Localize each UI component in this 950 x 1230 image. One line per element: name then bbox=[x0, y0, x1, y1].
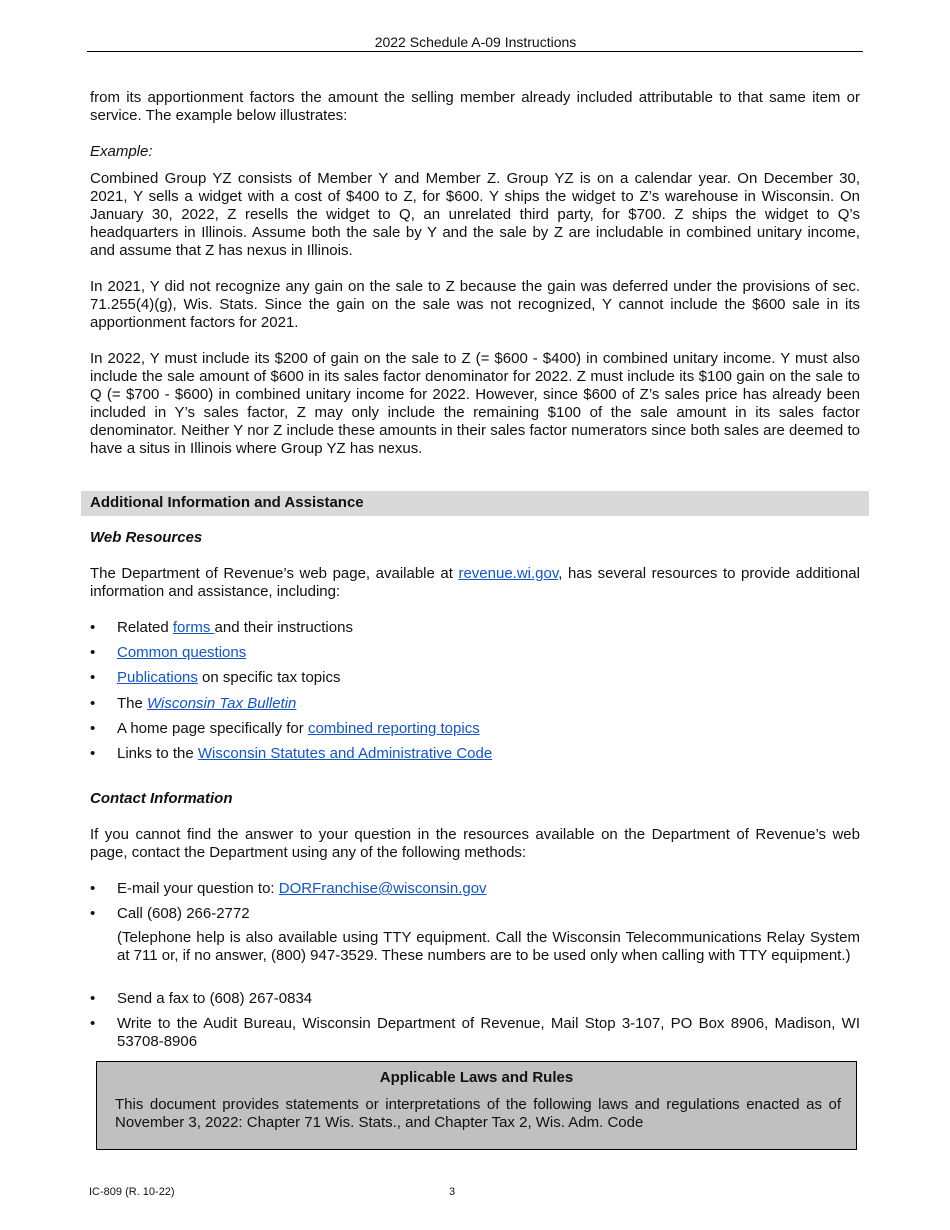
fax-number: Send a fax to (608) 267-0834 bbox=[117, 990, 313, 1007]
publications-link[interactable]: Publications bbox=[117, 669, 198, 686]
contact-intro: If you cannot find the answer to your question in the resources available on the Department of Revenue’s web page, contact the Department using any of the following methods: bbox=[90, 826, 860, 861]
combined-reporting-link[interactable]: combined reporting topics bbox=[307, 720, 480, 737]
applicable-laws-body: This document provides statements or interpretations of the following laws and regulations enacted as of November 3, 2022: Chapter 71 Wis. Stats., and Chapter Tax 2, Wis. Adm. Code bbox=[115, 1096, 841, 1131]
page-header-title: 2022 Schedule A-09 Instructions bbox=[374, 34, 577, 50]
web-resources-heading: Web Resources bbox=[90, 529, 203, 546]
bullet-icon: • bbox=[90, 905, 96, 922]
bullet-icon: • bbox=[90, 745, 96, 762]
applicable-laws-box bbox=[96, 1061, 857, 1150]
mailing-address: Write to the Audit Bureau, Wisconsin Department of Revenue, Mail Stop 3-107, PO Box 8906, Madison, WI 53708-8906 bbox=[117, 1015, 860, 1050]
forms-link[interactable]: forms bbox=[172, 619, 215, 636]
applicable-laws-title: Applicable Laws and Rules bbox=[379, 1069, 574, 1086]
tax-bulletin-link[interactable]: Wisconsin Tax Bulletin bbox=[147, 695, 297, 712]
header-divider bbox=[87, 51, 863, 52]
revenue-website-link[interactable]: revenue.wi.gov bbox=[458, 565, 559, 582]
form-id: IC-809 (R. 10-22) bbox=[89, 1186, 175, 1198]
statutes-link[interactable]: Wisconsin Statutes and Administrative Code bbox=[197, 745, 493, 762]
bullet-icon: • bbox=[90, 720, 96, 737]
deferral-paragraph: In 2021, Y did not recognize any gain on the sale to Z because the gain was deferred under the provisions of sec. 71.255(4)(g), Wis. Stats. Since the gain on the sale was not recognized, Y cannot include the $600 sale in its apportionment factors for 2021. bbox=[90, 278, 860, 331]
page-number: 3 bbox=[449, 1186, 456, 1198]
example-label: Example: bbox=[90, 143, 153, 160]
section-band bbox=[81, 491, 869, 516]
web-resources-intro: The Department of Revenue’s web page, available at revenue.wi.gov, has several resources to provide additional information and assistance, including: bbox=[90, 565, 860, 600]
email-link[interactable]: DORFranchise@wisconsin.gov bbox=[278, 880, 487, 897]
bullet-icon: • bbox=[90, 619, 96, 636]
example-paragraph: Combined Group YZ consists of Member Y and Member Z. Group YZ is on a calendar year. On December 30, 2021, Y sells a widget with a cost of $400 to Z, for $600. Y ships the widget to Z’s warehouse in Wisconsin. On January 30, 2022, Z resells the widget to Q, an unrelated third party, for $700. Z ships the widget to Q’s headquarters in Illinois. Assume both the sale by Y and the sale by Z are includable in combined unitary income, and assume that Z has nexus in Illinois. bbox=[90, 170, 860, 259]
common-questions-link[interactable]: Common questions bbox=[117, 644, 247, 661]
contact-heading: Contact Information bbox=[90, 790, 233, 807]
bullet-icon: • bbox=[90, 644, 96, 661]
inclusion-paragraph: In 2022, Y must include its $200 of gain on the sale to Z (= $600 - $400) in combined unitary income. Y must also include the sale amount of $600 in its sales factor denominator for 2022. Z must include its $100 gain on the sale to Q (= $700 - $600) in combined unitary income for 2022. However, since $600 of Z’s sales price has already been included in Y’s sales factor, Z may only include the remaining $100 of the sale amount in its sales factor denominator. Neither Y nor Z include these amounts in their sales factor numerators since both sales are deemed to have a situs in Illinois where Group YZ has nexus. bbox=[90, 350, 860, 457]
bullet-icon: • bbox=[90, 1015, 96, 1032]
section-title: Additional Information and Assistance bbox=[90, 494, 364, 511]
intro-paragraph: from its apportionment factors the amount the selling member already included attributable to that same item or service. The example below illustrates: bbox=[90, 89, 860, 124]
bullet-icon: • bbox=[90, 990, 96, 1007]
phone-number: Call (608) 266-2772 bbox=[117, 905, 250, 922]
bullet-icon: • bbox=[90, 695, 96, 712]
bullet-icon: • bbox=[90, 669, 96, 686]
bullet-icon: • bbox=[90, 880, 96, 897]
